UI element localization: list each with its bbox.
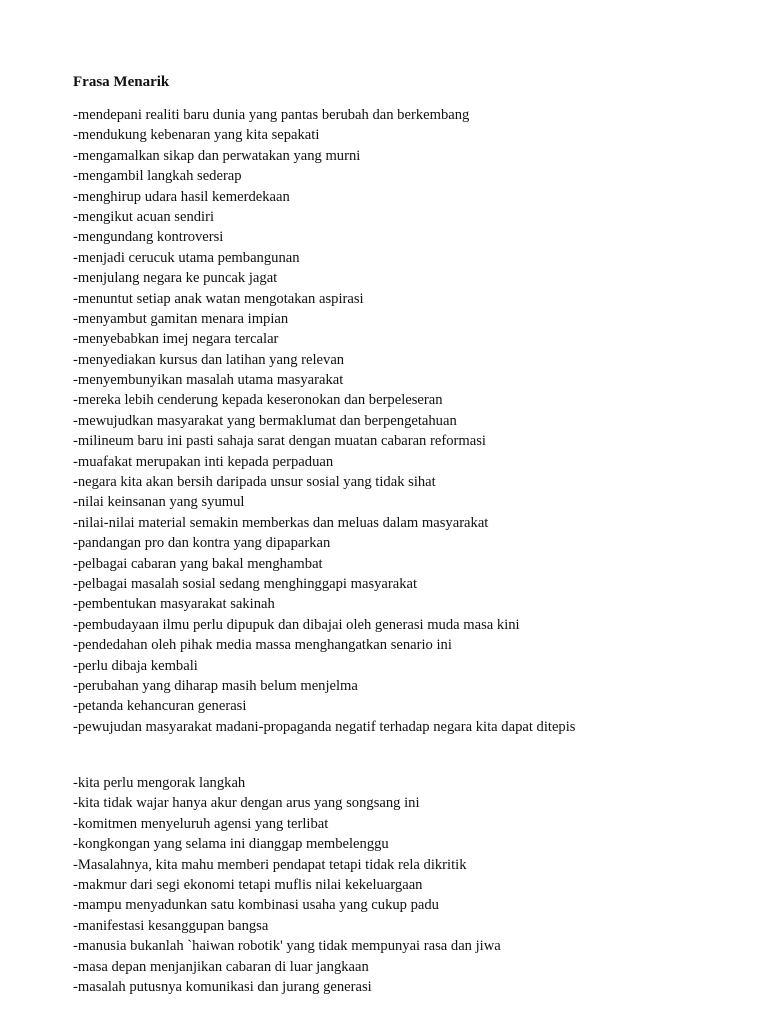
phrase-list-item: -pelbagai masalah sosial sedang menghinggapi masyarakat: [73, 575, 418, 592]
phrase-list-item: -petanda kehancuran generasi: [73, 698, 247, 715]
phrase-list-item: -pandangan pro dan kontra yang dipaparkan: [73, 535, 331, 552]
phrase-list-item: -komitmen menyeluruh agensi yang terlibat: [73, 815, 329, 832]
phrase-list-item: -mendepani realiti baru dunia yang pantas berubah dan berkembang: [73, 107, 470, 123]
phrase-list-item: -menyebabkan imej negara tercalar: [73, 331, 279, 348]
phrase-list-item: -menyembunyikan masalah utama masyarakat: [73, 372, 344, 389]
phrase-list-item: -pembudayaan ilmu perlu dipupuk dan dibajai oleh generasi muda masa kini: [73, 616, 520, 633]
phrase-list-item: -mampu menyadunkan satu kombinasi usaha yang cukup padu: [73, 897, 439, 914]
phrase-list-item: -mengambil langkah sederap: [73, 168, 242, 185]
phrase-list-item: -milineum baru ini pasti sahaja sarat dengan muatan cabaran reformasi: [73, 433, 486, 450]
phrase-list-item: -perlu dibaja kembali: [73, 657, 198, 674]
phrase-list-item: -masalah putusnya komunikasi dan jurang generasi: [73, 978, 372, 995]
page-title: Frasa Menarik: [73, 74, 170, 90]
phrase-list-section-1: [73, 105, 575, 737]
phrase-list-item: -pewujudan masyarakat madani-propaganda negatif terhadap negara kita dapat ditepis: [73, 718, 576, 735]
phrase-list-item: -menyediakan kursus dan latihan yang relevan: [73, 351, 345, 368]
phrase-list-item: -makmur dari segi ekonomi tetapi muflis nilai kekeluargaan: [73, 876, 423, 893]
phrase-list-item: -masa depan menjanjikan cabaran di luar jangkaan: [73, 958, 369, 975]
phrase-list-item: -perubahan yang diharap masih belum menjelma: [73, 677, 358, 694]
phrase-list-item: -pembentukan masyarakat sakinah: [73, 596, 275, 613]
phrase-list-item: -negara kita akan bersih daripada unsur sosial yang tidak sihat: [73, 474, 436, 491]
phrase-list-item: -mengamalkan sikap dan perwatakan yang murni: [73, 147, 361, 164]
phrase-list-item: -menyambut gamitan menara impian: [73, 310, 289, 327]
phrase-list-item: -menjadi cerucuk utama pembangunan: [73, 249, 300, 266]
phrase-list-item: -kita perlu mengorak langkah: [73, 775, 246, 791]
phrase-list-item: -pendedahan oleh pihak media massa menghangatkan senario ini: [73, 637, 452, 654]
phrase-list-section-2: [73, 773, 501, 997]
phrase-list-item: -pelbagai cabaran yang bakal menghambat: [73, 555, 323, 572]
phrase-list-item: -mengikut acuan sendiri: [73, 208, 215, 225]
phrase-list-item: -menuntut setiap anak watan mengotakan aspirasi: [73, 290, 364, 307]
phrase-list-item: -muafakat merupakan inti kepada perpaduan: [73, 453, 334, 470]
phrase-list-item: -mengundang kontroversi: [73, 229, 224, 246]
phrase-list-item: -mereka lebih cenderung kepada keseronokan dan berpeleseran: [73, 392, 443, 409]
phrase-list-item: -mewujudkan masyarakat yang bermaklumat dan berpengetahuan: [73, 412, 457, 429]
phrase-list-item: -mendukung kebenaran yang kita sepakati: [73, 127, 320, 144]
phrase-list-item: -kita tidak wajar hanya akur dengan arus yang songsang ini: [73, 795, 420, 812]
phrase-list-item: -Masalahnya, kita mahu memberi pendapat tetapi tidak rela dikritik: [73, 856, 467, 873]
phrase-list-item: -manusia bukanlah `haiwan robotik' yang tidak mempunyai rasa dan jiwa: [73, 938, 501, 955]
phrase-list-item: -nilai keinsanan yang syumul: [73, 494, 245, 511]
phrase-list-item: -manifestasi kesanggupan bangsa: [73, 917, 269, 934]
phrase-list-item: -menjulang negara ke puncak jagat: [73, 270, 278, 287]
phrase-list-item: -nilai-nilai material semakin memberkas dan meluas dalam masyarakat: [73, 514, 489, 531]
phrase-list-item: -menghirup udara hasil kemerdekaan: [73, 188, 290, 205]
phrase-list-item: -kongkongan yang selama ini dianggap membelenggu: [73, 836, 389, 853]
